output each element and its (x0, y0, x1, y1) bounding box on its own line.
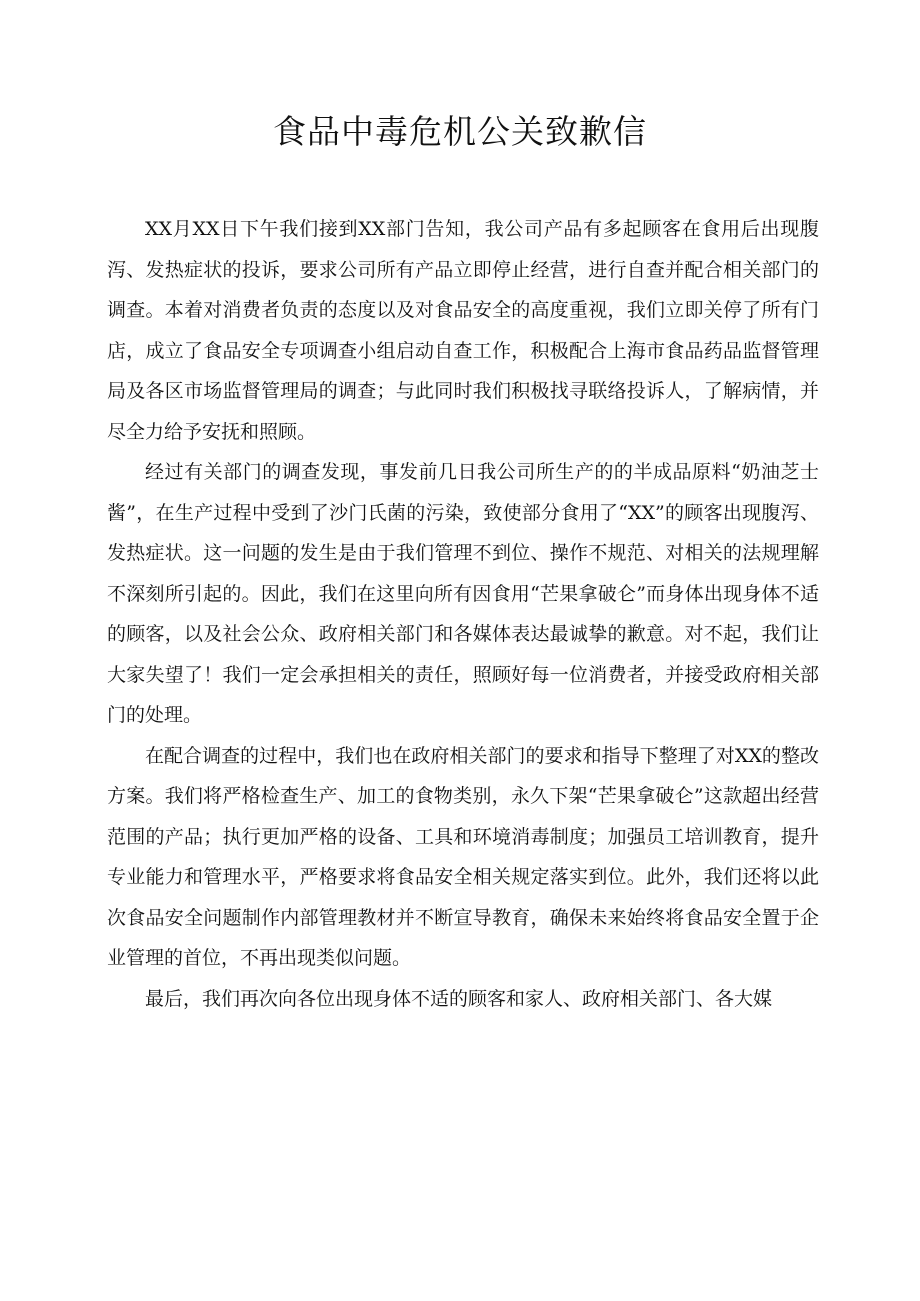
paragraph: XX月XX日下午我们接到XX部门告知，我公司产品有多起顾客在食用后出现腹泻、发热症状的投诉，要求公司所有产品立即停止经营，进行自查并配合相关部门的调查。本着对消费者负责的态度以及对食品安全的高度重视，我们立即关停了所有门店，成立了食品安全专项调查小组启动自查工作，积极配合上海市食品药品监督管理局及各区市场监督管理局的调查；与此同时我们积极找寻联络投诉人，了解病情，并尽全力给予安抚和照顾。 (107, 218, 819, 443)
paragraph: 最后，我们再次向各位出现身体不适的顾客和家人、政府相关部门、各大媒 (145, 987, 773, 1010)
document-body (107, 209, 819, 1019)
document-title: 食品中毒危机公关致歉信 (273, 112, 647, 151)
paragraph: 经过有关部门的调查发现，事发前几日我公司所生产的的半成品原料“奶油芝士酱”，在生产过程中受到了沙门氏菌的污染，致使部分食用了“XX”的顾客出现腹泻、发热症状。这一问题的发生是由于我们管理不到位、操作不规范、对相关的法规理解不深刻所引起的。因此，我们在这里向所有因食用“芒果拿破仑”而身体出现身体不适的顾客，以及社会公众、政府相关部门和各媒体表达最诚挚的歉意。对不起，我们让大家失望了！我们一定会承担相关的责任，照顾好每一位消费者，并接受政府相关部门的处理。 (107, 461, 819, 726)
paragraph: 在配合调查的过程中，我们也在政府相关部门的要求和指导下整理了对XX的整改方案。我们将严格检查生产、加工的食物类别，永久下架“芒果拿破仑”这款超出经营范围的产品；执行更加严格的设备、工具和环境消毒制度；加强员工培训教育，提升专业能力和管理水平，严格要求将食品安全相关规定落实到位。此外，我们还将以此次食品安全问题制作内部管理教材并不断宣导教育，确保未来始终将食品安全置于企业管理的首位，不再出现类似问题。 (107, 744, 819, 969)
